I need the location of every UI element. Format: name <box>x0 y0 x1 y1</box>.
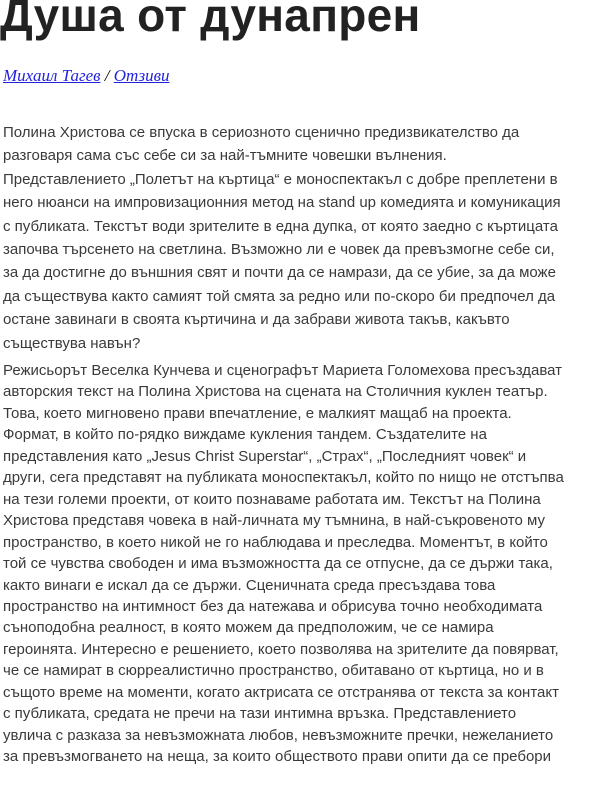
paragraph-line: Полина Христова се впуска в сериозното сценично предизвикателство да <box>3 124 520 141</box>
paragraph-line: Представлението „Полетът на къртица“ е моноспектакъл с добре преплетени в <box>3 170 558 188</box>
paragraph-line: за да достигне до външния свят и почти да се намрази, да се убие, за да може <box>3 264 556 282</box>
paragraph-line: както винаги е искал да се държи. Сценичната среда пресъздава това <box>3 576 496 594</box>
paragraph-line: сънoподобна реалност, в която можем да предположим, че се намира <box>3 619 494 637</box>
paragraph-line: авторския текст на Полина Христова на сцената на Столичния куклен театър. <box>3 383 548 401</box>
paragraph-line: за превъзмогването на неща, за които обществото прави опити да се пребори <box>3 748 552 766</box>
paragraph-line: започва търсенето на светлина. Възможно ли е човек да превъзмогне себе си, <box>3 241 555 259</box>
paragraph-line: същото време на моменти, когато актрисата се отстранява от текста за контакт <box>3 683 559 701</box>
paragraph-line: остане завинаги в своята къртичина и да забрави живота такъв, какъвто <box>3 311 510 329</box>
paragraph-line: да съществува както самият той смята за редно или по-скоро би предпочел да <box>3 287 556 305</box>
paragraph-line: пространство, в което никой не го наблюдава и преследва. Моментът, в който <box>3 533 548 551</box>
paragraph-line: Христова представя човека в най-личната му тъмнина, в най-съкровеното му <box>3 512 545 530</box>
article-paragraph-2 <box>3 360 600 768</box>
paragraph-line: съществува навън? <box>3 334 141 352</box>
paragraph-line: на тези големи проекти, от които познаваме работата им. Текстът на Полина <box>3 490 541 508</box>
paragraph-line: Режисьорът Веселка Кунчева и сценографът Мариета Голомехова пресъздават <box>3 362 563 379</box>
paragraph-line: пространство на интимност без да натежава и обрисува точно необходимата <box>3 597 543 615</box>
byline-separator: / <box>104 66 110 85</box>
paragraph-line: той се чувства свободен и има възможността да се отпусне, да се държи така, <box>3 555 553 573</box>
paragraph-line: че се намират в сюрреалистично пространство, обитавано от къртица, но и в <box>3 662 544 680</box>
author-link[interactable]: Михаил Тагев <box>3 66 101 85</box>
byline <box>3 66 170 86</box>
article-paragraph-1 <box>3 121 600 355</box>
paragraph-line: Формат, в който по-рядко виждаме кукления тандем. Създателите на <box>3 426 487 444</box>
paragraph-line: други, сега представят на публиката моноспектакъл, който по нищо не отстъпва <box>3 469 564 487</box>
paragraph-line: героинята. Интересно е решението, което позволява на зрителите да повярват, <box>3 640 559 658</box>
category-link[interactable]: Отзиви <box>113 66 170 85</box>
article-title: Душа от дунапрен <box>0 0 421 41</box>
paragraph-line: него нюанси на импровизационния метод на stand up комедията и комуникация <box>3 194 561 212</box>
paragraph-line: Това, което мигновено прави впечатление, е малкият мащаб на проекта. <box>3 404 512 422</box>
paragraph-line: увлича с разказа за невъзможната любов, невъзможните пречки, нежеланието <box>3 726 554 744</box>
paragraph-line: с публиката. Текстът води зрителите в една дупка, от която заедно с къртицата <box>3 217 558 235</box>
paragraph-line: разговаря сама със себе си за най-тъмните човешки вълнения. <box>3 147 447 165</box>
paragraph-line: с публиката, средата не пречи на тази интимна връзка. Представлението <box>3 705 517 723</box>
paragraph-line: представления като „Jesus Christ Superstar“, „Страх“, „Последният човек“ и <box>3 447 527 465</box>
